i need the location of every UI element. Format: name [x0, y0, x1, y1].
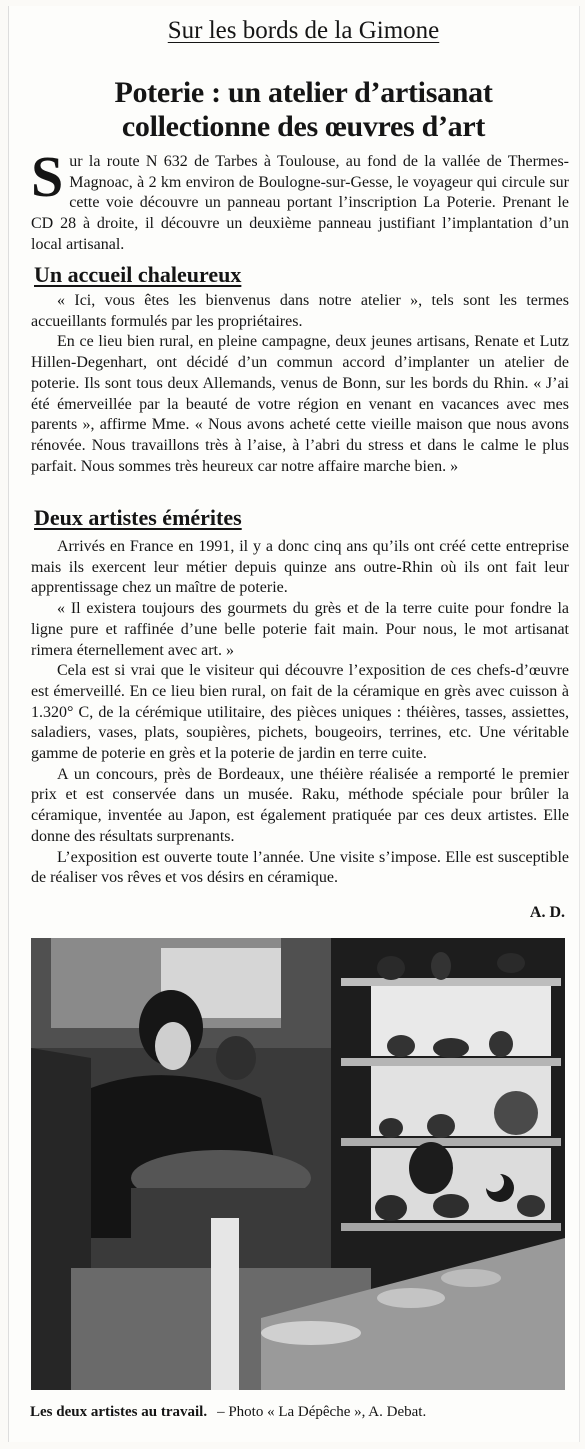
- paragraph: Arrivés en France en 1991, il y a donc cinq ans qu’ils ont créé cette entreprise mais ils exercent leur métier depuis quinze ans outre-Rhin où ils ont fait leur apprentissage chez un maître de poterie.: [31, 538, 569, 597]
- section-artistes-body: [31, 537, 569, 889]
- headline-line-1: Poterie : un atelier d’artisanat: [114, 76, 493, 109]
- caption-title: Les deux artistes au travail.: [30, 1404, 208, 1420]
- section-heading-accueil: Un accueil chaleureux: [34, 262, 242, 287]
- paragraph: « Ici, vous êtes les bienvenus dans notre atelier », tels sont les termes accueillants formulés par les propriétaires.: [31, 292, 569, 330]
- photo-credit: – Photo « La Dépêche », A. Debat.: [217, 1404, 427, 1420]
- paragraph: « Il existera toujours des gourmets du grès et de la terre cuite pour fondre la ligne pure et raffinée d’une belle poterie fait main. Pour nous, le mot artisanat rimera éternellement avec art. »: [31, 600, 569, 659]
- article-headline: [30, 76, 577, 144]
- headline-line-2: collectionne des œuvres d’art: [121, 110, 486, 143]
- drop-cap: S: [31, 144, 64, 209]
- intro-text: ur la route N 632 de Tarbes à Toulouse, au fond de la vallée de Thermes-Magnoac, à 2 km environ de Boulogne-sur-Gesse, le voyageur qui circule sur cette voie découvre un panneau portant l’inscription La Poterie. Prenant le CD 28 à droite, il découvre un deuxième panneau justifiant l’implantation d’un local artisanal.: [31, 153, 569, 253]
- author-signature: A. D.: [529, 904, 565, 921]
- paragraph: L’exposition est ouverte toute l’année. Une visite s’impose. Elle est susceptible de réaliser vos rêves et vos désirs en céramique.: [31, 848, 569, 887]
- paragraph: Cela est si vrai que le visiteur qui découvre l’exposition de ces chefs-d’œuvre est émerveillé. En ce lieu bien rural, on fait de la céramique en grès avec cuisson à 1.320° C, de la cérémique utilitaire, des pièces uniques : théières, tasses, assiettes, saladiers, vases, plats, soupières, pichets, bougeoirs, terrines, etc. Une véritable gamme de poterie en grès et la poterie de jardin en terre cuite.: [31, 662, 569, 763]
- section-accueil-body: [31, 291, 569, 477]
- section-heading-artistes: Deux artistes émérites: [34, 505, 242, 530]
- article-photo: [31, 938, 565, 1390]
- article-kicker: Sur les bords de la Gimone: [167, 17, 440, 44]
- paragraph: En ce lieu bien rural, en pleine campagne, deux jeunes artisans, Renate et Lutz Hillen-Degenhart, ont décidé d’un commun accord d’implanter un atelier de poterie. Ils sont tous deux Allemands, venus de Bonn, sur les bords du Rhin. « J’ai été émerveillée par la beauté de votre région en venant en vacances avec mes parents », affirme Mme. « Nous avons acheté cette vieille maison que nous avons rénovée. Nous travaillons très à l’aise, à l’abri du stress et dans le calme le plus parfait. Nous sommes très heureux car notre affaire marche bien. »: [31, 333, 569, 475]
- paragraph: A un concours, près de Bordeaux, une théière réalisée a remporté le premier prix et est conservée dans un musée. Raku, méthode spéciale pour brûler la céramique, inventée au Japon, est également pratiquée par ces deux artistes. Elle donne des résultats surprenants.: [31, 765, 569, 845]
- pottery-workshop-photo: [31, 938, 565, 1390]
- photo-caption: [30, 1402, 571, 1422]
- article-intro: [31, 144, 569, 256]
